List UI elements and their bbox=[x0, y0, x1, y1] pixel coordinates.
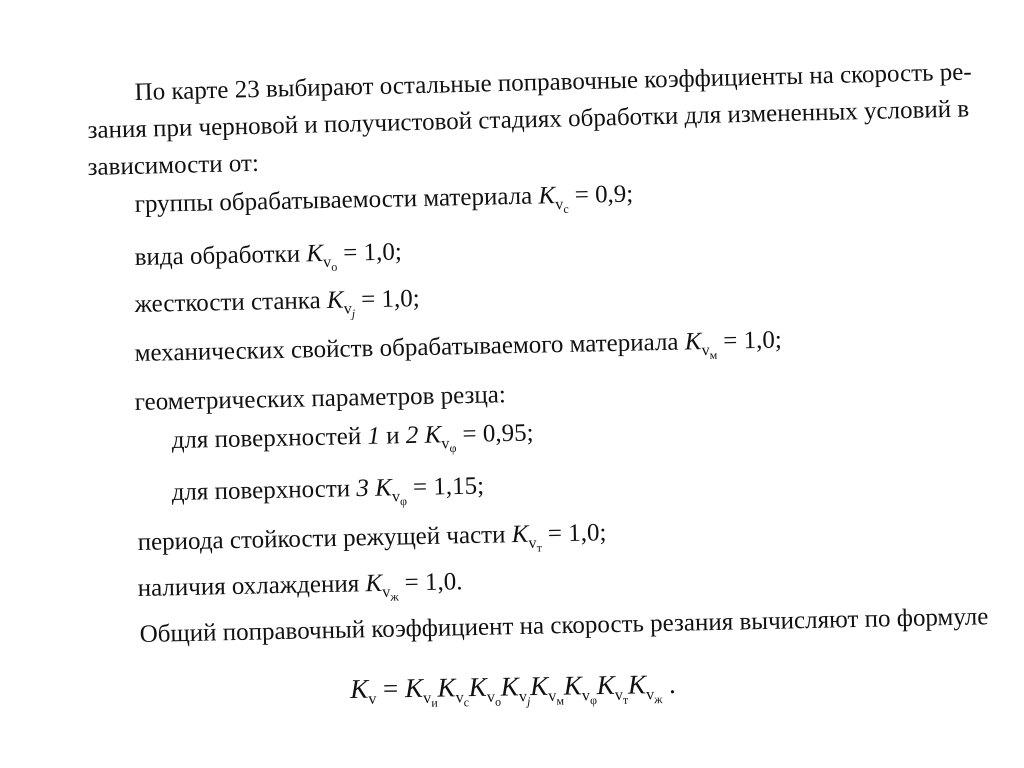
coef-value: = 1,0. bbox=[404, 568, 463, 597]
item-geometry-params: геометрических параметров резца: bbox=[134, 381, 507, 417]
coef-symbol: K bbox=[374, 474, 393, 502]
item-text: для поверхности bbox=[171, 475, 351, 507]
coef-symbol: K bbox=[511, 520, 529, 549]
item-surface-3: для поверхности 3 $K_{v_\varphi} = 1,15$; bbox=[171, 472, 485, 509]
total-coefficient-formula: $K_v = K_{v_и}K_{v_c}K_{v_o}K_{v_j}K_{v_м}K_{v_\varphi}K_{v_т}K_{v_ж}$ . bbox=[350, 668, 677, 710]
coef-symbol: K bbox=[326, 286, 344, 314]
item-text: периода стойкости режущей части bbox=[137, 521, 506, 557]
item-cooling: наличия охлаждения $K_{v_ж} = 1,0$. bbox=[137, 568, 463, 604]
coef-value: = 1,15; bbox=[412, 472, 485, 501]
intro-line-1: По карте 23 выбирают остальные поправочные коэффициенты на скорость ре- bbox=[134, 58, 972, 107]
surface-number: 3 bbox=[356, 474, 370, 503]
coef-symbol: K bbox=[538, 182, 556, 210]
surface-number: 1 bbox=[367, 422, 381, 450]
coef-symbol: K bbox=[365, 569, 383, 598]
item-processing-type: вида обработки $K_{v_o} = 1,0$; bbox=[134, 238, 403, 274]
item-tool-life: периода стойкости режущей части $K_{v_т} = 1,0$; bbox=[137, 519, 607, 557]
item-text: группы обрабатываемости материала bbox=[134, 182, 533, 219]
item-text: наличия охлаждения bbox=[137, 570, 360, 603]
item-and: и bbox=[385, 422, 400, 450]
item-text: вида обработки bbox=[134, 240, 301, 272]
coef-value: = 1,0; bbox=[360, 285, 420, 314]
coef-value: = 1,0; bbox=[722, 326, 783, 355]
intro-line-2: зания при черновой и получистовой стадиях обработки для измененных условий в bbox=[87, 95, 970, 145]
item-machine-rigidity: жесткости станка $K_{v_j} = 1,0$; bbox=[134, 285, 420, 321]
item-text: механических свойств обрабатываемого материала bbox=[134, 328, 679, 368]
item-surfaces-1-2: для поверхностей 1 и 2 $K_{v_\varphi} = 0,95$; bbox=[171, 419, 534, 456]
final-sentence: Общий поправочный коэффициент на скорость резания вычисляют по формуле bbox=[139, 603, 989, 649]
item-text: для поверхностей bbox=[171, 423, 362, 455]
coef-symbol: K bbox=[684, 328, 702, 356]
coef-symbol: K bbox=[424, 421, 442, 449]
coef-value: = 1,0; bbox=[342, 238, 403, 267]
item-material-group: группы обрабатываемости материала $K_{v_c} = 0,9$; bbox=[134, 180, 634, 219]
intro-line-3: зависимости от: bbox=[87, 149, 260, 182]
coef-value: = 1,0; bbox=[547, 519, 607, 548]
surface-number: 2 bbox=[405, 421, 419, 450]
item-text: жесткости станка bbox=[134, 287, 321, 319]
coef-value: = 0,9; bbox=[574, 180, 634, 209]
item-mechanical-properties: механических свойств обрабатываемого материала $K_{v_м} = 1,0$; bbox=[134, 326, 783, 368]
coef-symbol: K bbox=[306, 240, 324, 268]
coef-value: = 0,95; bbox=[462, 419, 534, 448]
